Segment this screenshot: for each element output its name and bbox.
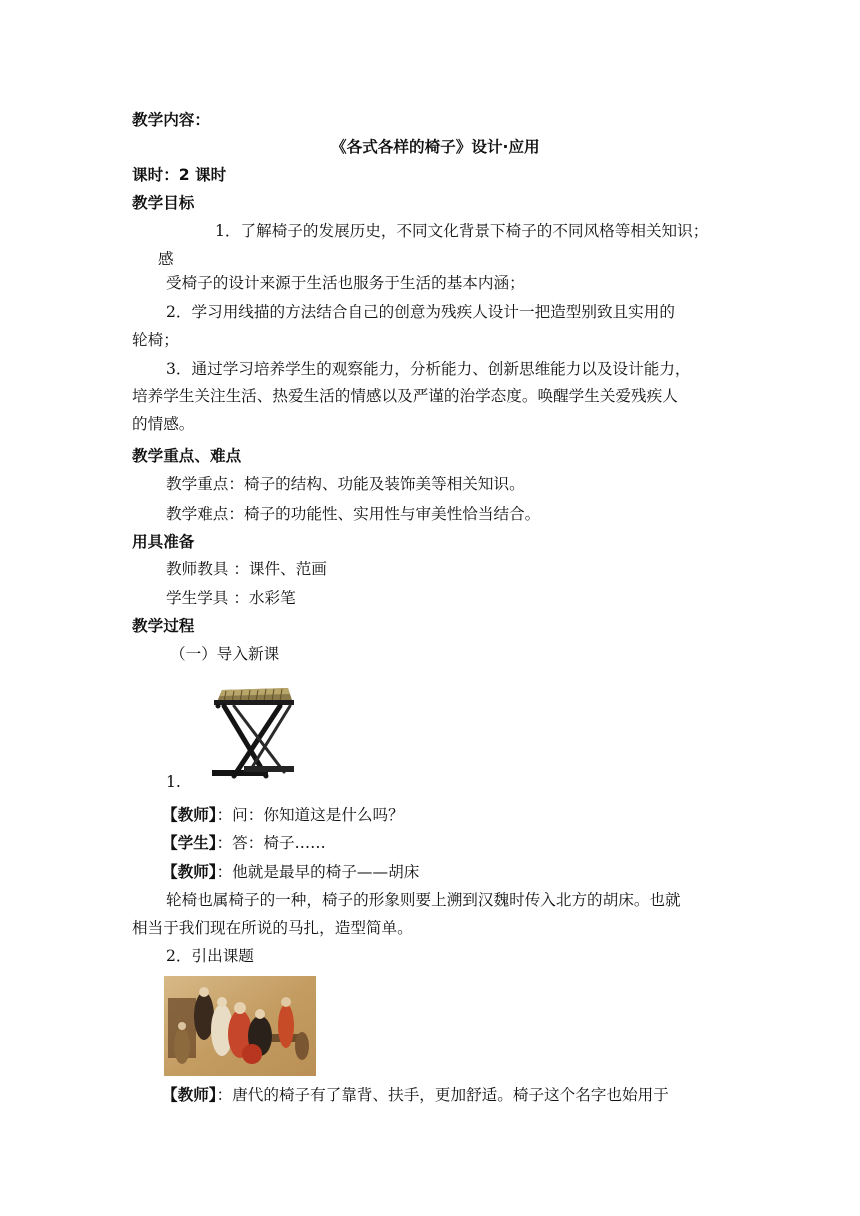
dialog-1 <box>162 805 404 825</box>
tang-painting-icon <box>164 976 316 1076</box>
objective-3c: 的情感。 <box>132 415 195 433</box>
dialog-1-role: 【教师】 <box>162 806 217 824</box>
dialog-4-text: ：唐代的椅子有了靠背、扶手，更加舒适。椅子这个名字也始用于 <box>216 1086 669 1104</box>
objective-3a: 3．通过学习培养学生的观察能力，分析能力、创新思维能力以及设计能力， <box>166 360 691 378</box>
objectives-heading: 教学目标 <box>132 194 195 212</box>
dialog-3-text: ：他就是最早的椅子——胡床 <box>216 863 420 881</box>
paragraph-b: 相当于我们现在所说的马扎，造型简单。 <box>132 919 413 937</box>
objective-2a: 2．学习用线描的方法结合自己的创意为残疾人设计一把造型别致且实用的 <box>166 303 675 321</box>
materials-heading: 用具准备 <box>132 533 195 551</box>
tang-painting-image <box>164 976 316 1076</box>
difficulty: 教学难点：椅子的功能性、实用性与审美性恰当结合。 <box>166 505 541 523</box>
dialog-2 <box>162 833 326 853</box>
key-point: 教学重点：椅子的结构、功能及装饰美等相关知识。 <box>166 475 525 493</box>
class-hours: 课时：2 课时 <box>132 166 227 184</box>
objective-3b: 培养学生关注生活、热爱生活的情感以及严谨的治学态度。唤醒学生关爱残疾人 <box>132 387 678 405</box>
dialog-3-role: 【教师】 <box>162 863 217 881</box>
intro-section: （一）导入新课 <box>170 645 280 663</box>
dialog-4 <box>162 1085 669 1105</box>
key-points-heading: 教学重点、难点 <box>132 447 242 465</box>
teacher-tools: 教师教具 ：课件、范画 <box>166 560 327 578</box>
item-1-label: 1. <box>166 773 181 791</box>
dialog-2-text: ：答：椅子…… <box>216 834 326 852</box>
dialog-2-role: 【学生】 <box>162 834 217 852</box>
process-heading: 教学过程 <box>132 617 195 635</box>
objective-1a: 1．了解椅子的发展历史，不同文化背景下椅子的不同风格等相关知识； <box>215 222 709 240</box>
item-2: 2．引出课题 <box>166 947 254 965</box>
dialog-4-role: 【教师】 <box>162 1086 217 1104</box>
objective-1b: 感 <box>158 250 174 268</box>
student-tools: 学生学具 ：水彩笔 <box>166 589 296 607</box>
paragraph-a: 轮椅也属椅子的一种，椅子的形象则要上溯到汉魏时传入北方的胡床。也就 <box>166 891 681 909</box>
objective-2b: 轮椅； <box>132 331 179 349</box>
teaching-content-label: 教学内容： <box>132 111 210 129</box>
document-title: 《各式各样的椅子》设计·应用 <box>331 138 540 156</box>
dialog-3 <box>162 862 419 882</box>
folding-stool-image <box>204 686 296 782</box>
dialog-1-text: ：问：你知道这是什么吗？ <box>216 806 404 824</box>
objective-1c: 受椅子的设计来源于生活也服务于生活的基本内涵； <box>166 274 525 292</box>
folding-stool-icon <box>204 686 296 782</box>
